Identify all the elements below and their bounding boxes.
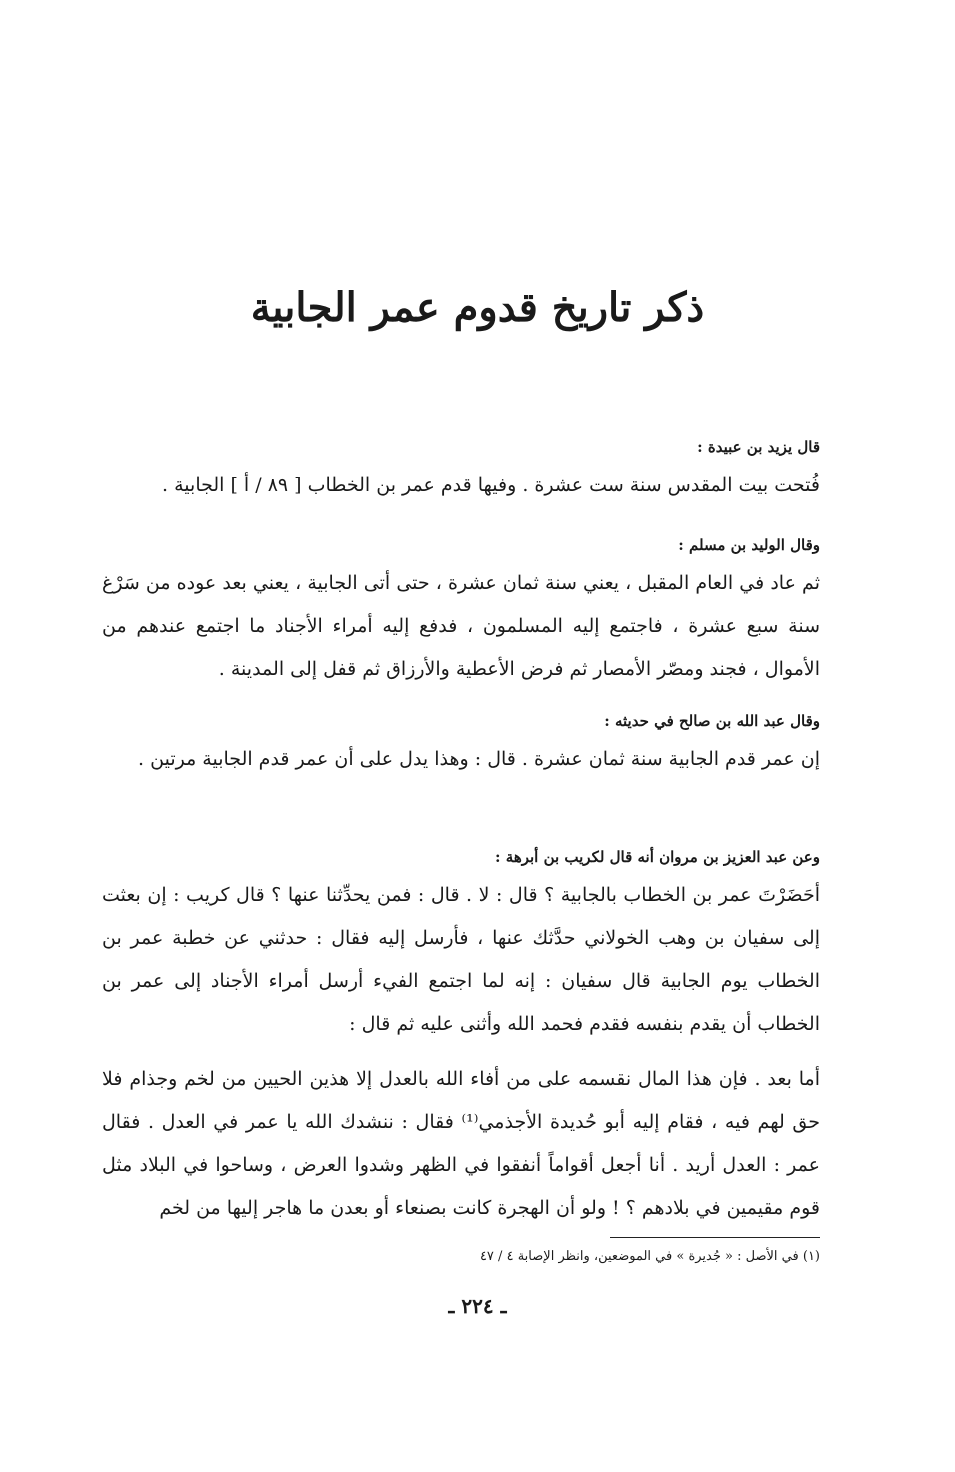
narration-block-3 <box>102 710 820 781</box>
narrator-line: وقال عبد الله بن صالح في حديثه : <box>604 712 820 730</box>
narration-text: أحَضَرْتَ عمر بن الخطاب بالجابية ؟ قال : لا . قال : فمن يحدِّثنا عنها ؟ قال كريب : إن بعثت إلى سفيان بن وهب الخولاني حدَّثك عنها ، فأرسل إليه فقال : حدثني عن خطبة عمر بن الخطاب يوم الجابية قال سفيان : إنه لما اجتمع الفيء أرسل أمراء الأجناد إلى عمر بن الخطاب أن يقدم بنفسه فقدم فحمد الله وأثنى عليه ثم قال : <box>102 884 820 1035</box>
narration-text: فُتحت بيت المقدس سنة ست عشرة . وفيها قدم عمر بن الخطاب [ ٨٩ / أ ] الجابية . <box>162 474 820 496</box>
chapter-title: ذكر تاريخ قدوم عمر الجابية <box>250 284 705 331</box>
narration-block-4 <box>102 846 820 1046</box>
speech-text: أما بعد . فإن هذا المال نقسمه على من أفاء الله بالعدل إلا هذين الحيين من لخم وجذام فلا حق لهم فيه ، فقام إليه أبو حُديدة الأجذمي⁽¹⁾ فقال : ننشدك الله يا عمر في العدل . فقال عمر : العدل أريد . أنا أجعل أقواماً أنفقوا في الظهر وشدوا العرض ، وساحوا في البلاد مثل قوم مقيمين في بلادهم ؟ ! ولو أن الهجرة كانت بصنعاء أو بعدن ما هاجر إليها من لخم <box>102 1068 820 1219</box>
narrator-line: قال يزيد بن عبيدة : <box>697 438 820 456</box>
footnote-divider <box>610 1237 820 1238</box>
narrator-line: وعن عبد العزيز بن مروان أنه قال لكريب بن أبرهة : <box>495 848 820 866</box>
speech-block <box>102 1058 820 1230</box>
narration-text: ثم عاد في العام المقبل ، يعني سنة ثمان عشرة ، حتى أتى الجابية ، يعني بعد عوده من سَرْغ سنة سبع عشرة ، فاجتمع إليه المسلمون ، فدفع إليه أمراء الأجناد ما اجتمع عندهم من الأموال ، فجند ومصّر الأمصار ثم فرض الأعطية والأرزاق ثم قفل إلى المدينة . <box>102 572 820 680</box>
narration-block-2 <box>102 534 820 691</box>
page-number: ـ ٢٢٤ ـ <box>448 1294 507 1318</box>
narrator-line: وقال الوليد بن مسلم : <box>678 536 820 554</box>
footnote: (١) في الأصل : « جُديرة » في الموضعين، وانظر الإصابة ٤ / ٤٧ <box>479 1249 820 1264</box>
narration-text: إن عمر قدم الجابية سنة ثمان عشرة . قال : وهذا يدل على أن عمر قدم الجابية مرتين . <box>138 748 820 770</box>
narration-block-1 <box>102 436 820 507</box>
